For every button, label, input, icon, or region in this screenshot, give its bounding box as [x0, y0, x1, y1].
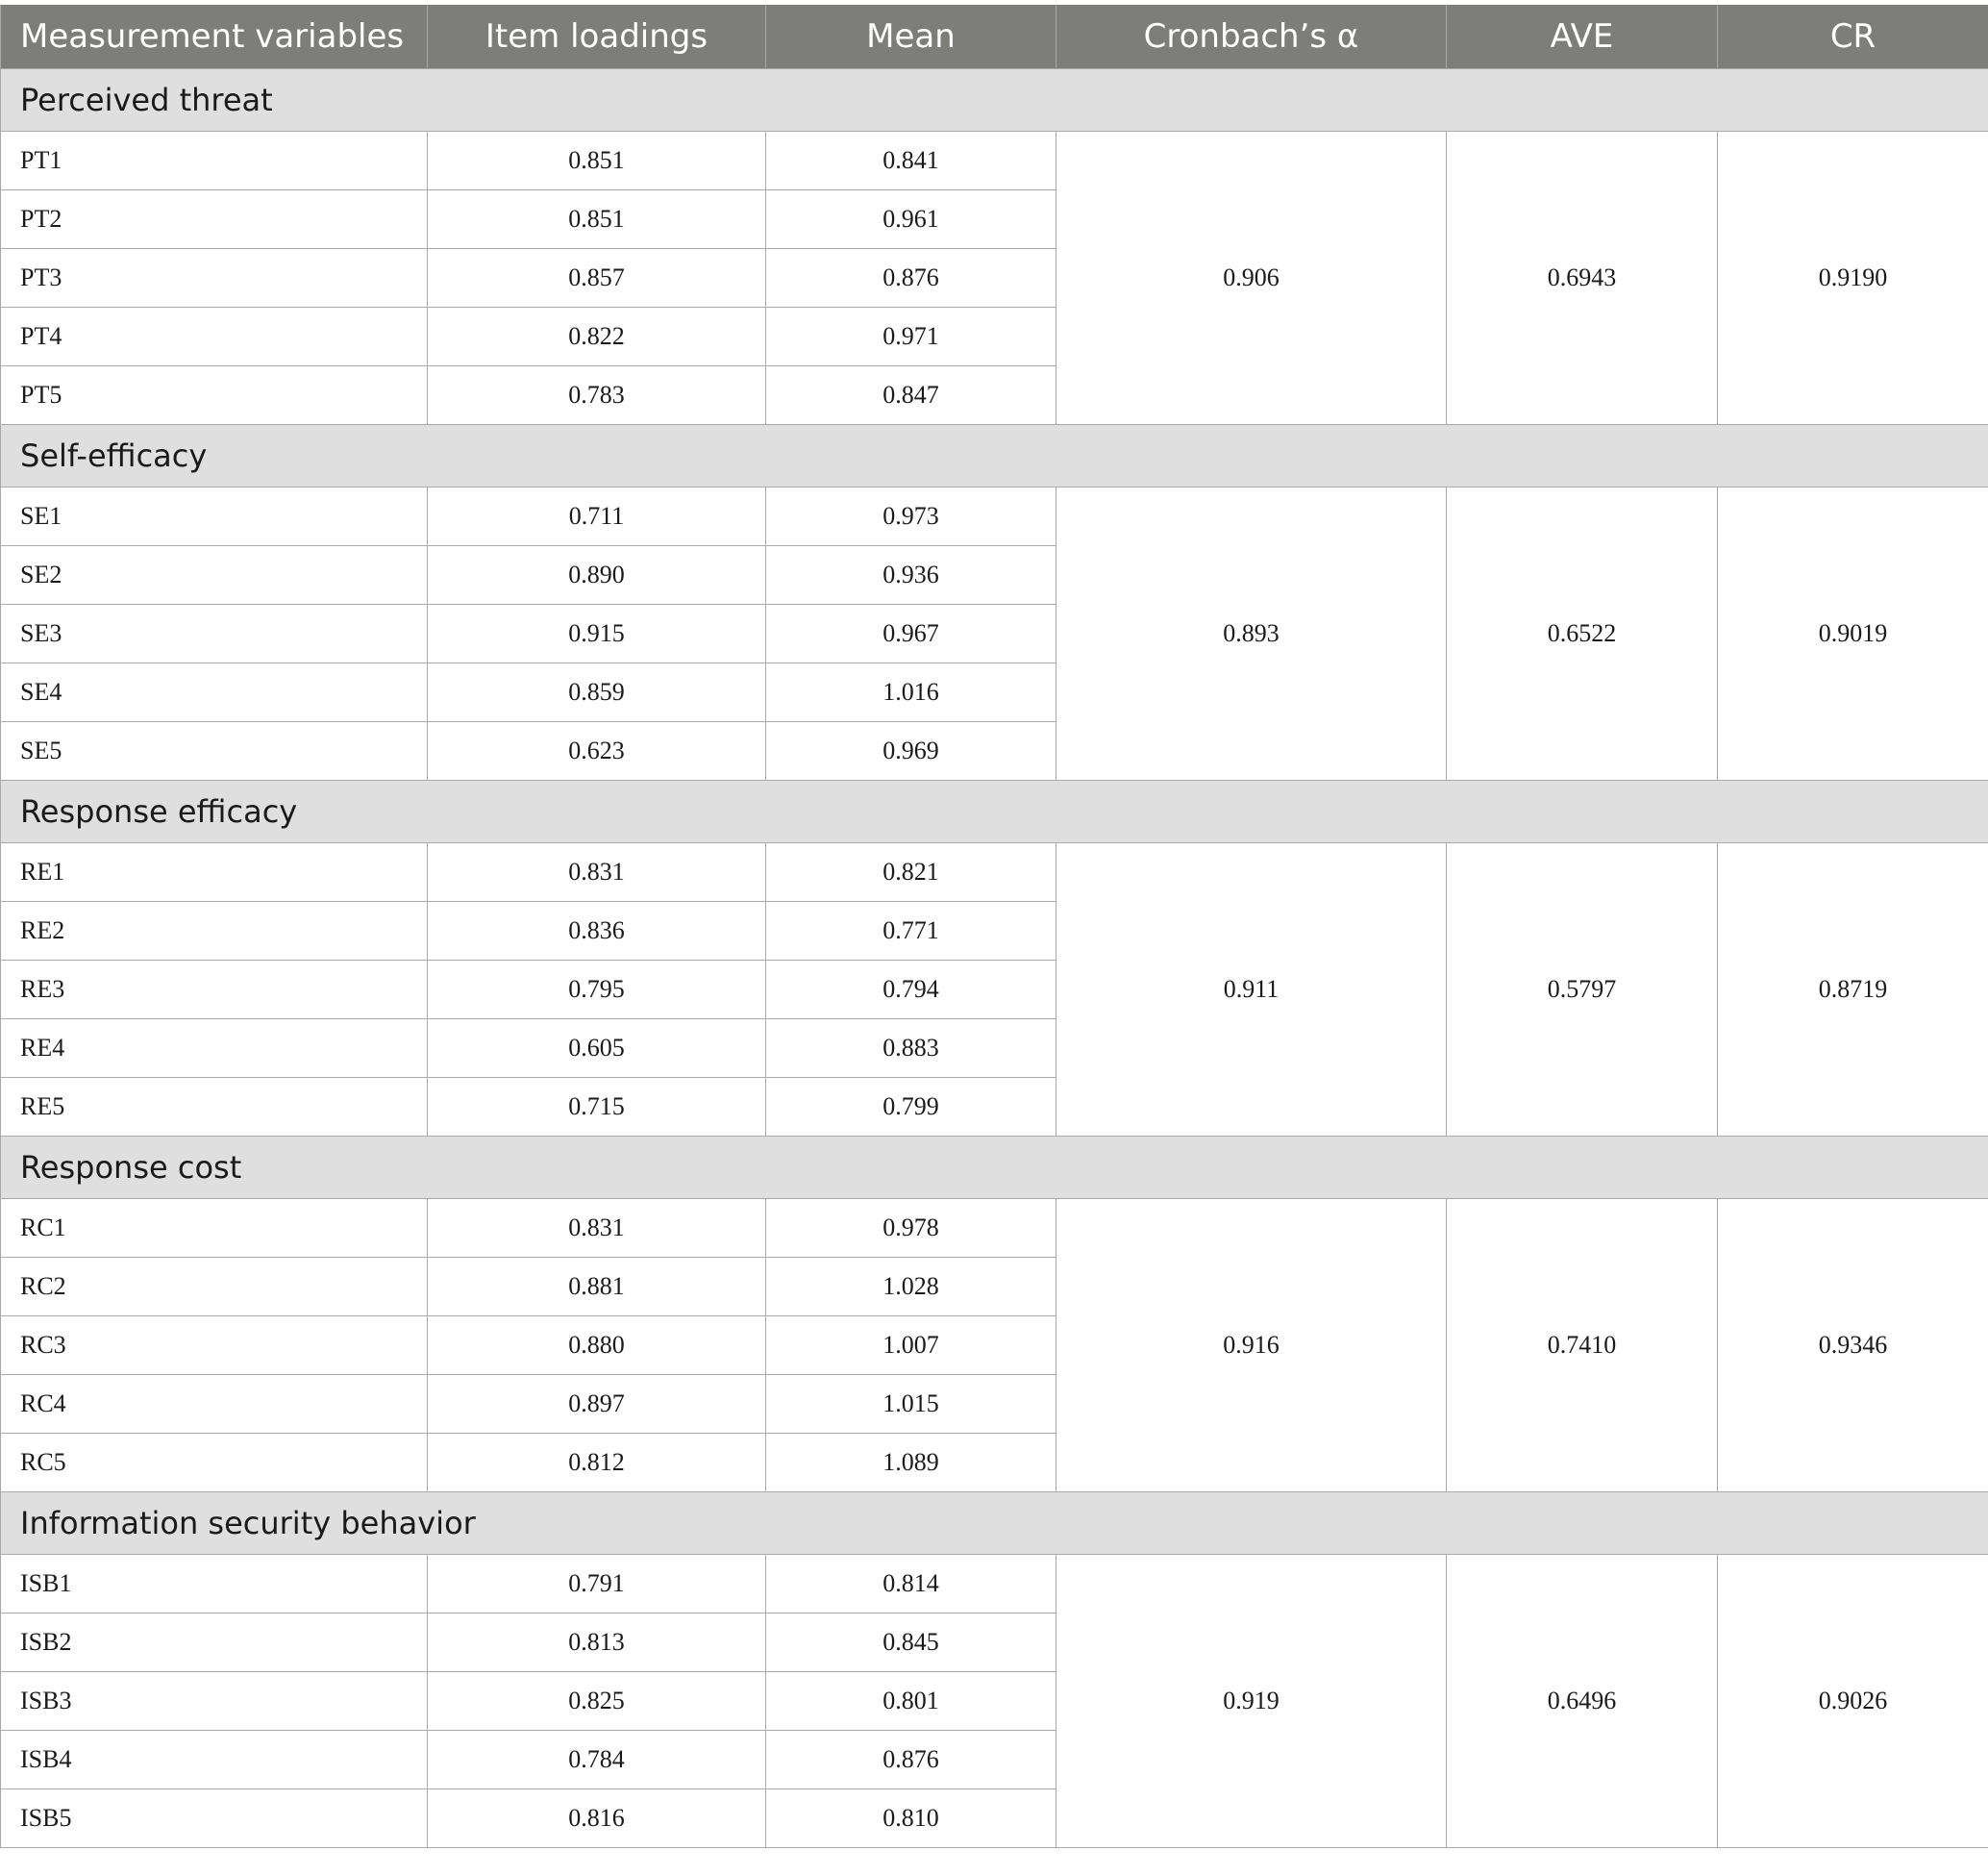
group-header-row — [1, 425, 1988, 488]
loading-cell: 0.897 — [428, 1375, 766, 1434]
variable-cell: RE2 — [1, 902, 428, 961]
cr-cell: 0.8719 — [1718, 843, 1988, 1137]
loading-cell: 0.623 — [428, 722, 766, 781]
variable-cell: SE2 — [1, 546, 428, 605]
mean-cell: 0.799 — [766, 1078, 1056, 1137]
cronbach-alpha-cell: 0.911 — [1056, 843, 1447, 1137]
group-title: Perceived threat — [1, 69, 1988, 132]
loading-cell: 0.715 — [428, 1078, 766, 1137]
loading-cell: 0.816 — [428, 1789, 766, 1848]
header-mean: Mean — [766, 5, 1056, 69]
mean-cell: 1.028 — [766, 1258, 1056, 1316]
cronbach-alpha-cell: 0.893 — [1056, 488, 1447, 781]
header-cronbach-alpha: Cronbach’s α — [1056, 5, 1447, 69]
loading-cell: 0.825 — [428, 1672, 766, 1731]
header-cr: CR — [1718, 5, 1988, 69]
mean-cell: 1.089 — [766, 1434, 1056, 1492]
variable-cell: SE3 — [1, 605, 428, 663]
loading-cell: 0.836 — [428, 902, 766, 961]
variable-cell: PT4 — [1, 308, 428, 366]
variable-cell: RC2 — [1, 1258, 428, 1316]
variable-cell: SE1 — [1, 488, 428, 546]
loading-cell: 0.831 — [428, 843, 766, 902]
group-header-row — [1, 1137, 1988, 1199]
group-title: Self-efficacy — [1, 425, 1988, 488]
loading-cell: 0.915 — [428, 605, 766, 663]
variable-cell: PT1 — [1, 132, 428, 190]
loading-cell: 0.851 — [428, 190, 766, 249]
cronbach-alpha-cell: 0.906 — [1056, 132, 1447, 425]
loading-cell: 0.795 — [428, 961, 766, 1019]
header-item-loadings: Item loadings — [428, 5, 766, 69]
ave-cell: 0.5797 — [1447, 843, 1718, 1137]
mean-cell: 0.876 — [766, 1731, 1056, 1789]
mean-cell: 0.847 — [766, 366, 1056, 425]
mean-cell: 0.841 — [766, 132, 1056, 190]
loading-cell: 0.711 — [428, 488, 766, 546]
cr-cell: 0.9346 — [1718, 1199, 1988, 1492]
loading-cell: 0.880 — [428, 1316, 766, 1375]
variable-cell: RC4 — [1, 1375, 428, 1434]
variable-cell: RC3 — [1, 1316, 428, 1375]
variable-cell: ISB4 — [1, 1731, 428, 1789]
header-row — [1, 5, 1988, 69]
header-measurement-variables: Measurement variables — [1, 5, 428, 69]
mean-cell: 0.961 — [766, 190, 1056, 249]
table-header — [1, 5, 1988, 69]
table-row — [1, 843, 1988, 902]
variable-cell: ISB5 — [1, 1789, 428, 1848]
cr-cell: 0.9019 — [1718, 488, 1988, 781]
cr-cell: 0.9190 — [1718, 132, 1988, 425]
variable-cell: ISB2 — [1, 1613, 428, 1672]
variable-cell: SE5 — [1, 722, 428, 781]
loading-cell: 0.813 — [428, 1613, 766, 1672]
variable-cell: RE1 — [1, 843, 428, 902]
loading-cell: 0.822 — [428, 308, 766, 366]
cronbach-alpha-cell: 0.916 — [1056, 1199, 1447, 1492]
loading-cell: 0.851 — [428, 132, 766, 190]
mean-cell: 0.794 — [766, 961, 1056, 1019]
table-row — [1, 488, 1988, 546]
reliability-table — [0, 5, 1988, 1848]
mean-cell: 0.771 — [766, 902, 1056, 961]
mean-cell: 0.967 — [766, 605, 1056, 663]
mean-cell: 0.936 — [766, 546, 1056, 605]
mean-cell: 0.973 — [766, 488, 1056, 546]
variable-cell: RC5 — [1, 1434, 428, 1492]
mean-cell: 0.971 — [766, 308, 1056, 366]
header-ave: AVE — [1447, 5, 1718, 69]
loading-cell: 0.890 — [428, 546, 766, 605]
loading-cell: 0.791 — [428, 1555, 766, 1613]
cronbach-alpha-cell: 0.919 — [1056, 1555, 1447, 1848]
mean-cell: 0.978 — [766, 1199, 1056, 1258]
variable-cell: PT2 — [1, 190, 428, 249]
group-title: Information security behavior — [1, 1492, 1988, 1555]
group-header-row — [1, 1492, 1988, 1555]
mean-cell: 0.969 — [766, 722, 1056, 781]
group-title: Response cost — [1, 1137, 1988, 1199]
variable-cell: PT5 — [1, 366, 428, 425]
loading-cell: 0.857 — [428, 249, 766, 308]
cr-cell: 0.9026 — [1718, 1555, 1988, 1848]
table-row — [1, 132, 1988, 190]
loading-cell: 0.784 — [428, 1731, 766, 1789]
variable-cell: ISB1 — [1, 1555, 428, 1613]
group-title: Response efficacy — [1, 781, 1988, 843]
mean-cell: 0.810 — [766, 1789, 1056, 1848]
loading-cell: 0.831 — [428, 1199, 766, 1258]
loading-cell: 0.859 — [428, 663, 766, 722]
mean-cell: 0.821 — [766, 843, 1056, 902]
mean-cell: 0.845 — [766, 1613, 1056, 1672]
mean-cell: 1.016 — [766, 663, 1056, 722]
loading-cell: 0.812 — [428, 1434, 766, 1492]
variable-cell: RE4 — [1, 1019, 428, 1078]
ave-cell: 0.7410 — [1447, 1199, 1718, 1492]
mean-cell: 0.814 — [766, 1555, 1056, 1613]
group-header-row — [1, 781, 1988, 843]
ave-cell: 0.6496 — [1447, 1555, 1718, 1848]
mean-cell: 0.801 — [766, 1672, 1056, 1731]
mean-cell: 0.876 — [766, 249, 1056, 308]
mean-cell: 0.883 — [766, 1019, 1056, 1078]
ave-cell: 0.6943 — [1447, 132, 1718, 425]
table-row — [1, 1555, 1988, 1613]
variable-cell: RE5 — [1, 1078, 428, 1137]
loading-cell: 0.605 — [428, 1019, 766, 1078]
ave-cell: 0.6522 — [1447, 488, 1718, 781]
table-row — [1, 1199, 1988, 1258]
variable-cell: PT3 — [1, 249, 428, 308]
loading-cell: 0.881 — [428, 1258, 766, 1316]
mean-cell: 1.015 — [766, 1375, 1056, 1434]
mean-cell: 1.007 — [766, 1316, 1056, 1375]
group-header-row — [1, 69, 1988, 132]
variable-cell: ISB3 — [1, 1672, 428, 1731]
variable-cell: SE4 — [1, 663, 428, 722]
variable-cell: RC1 — [1, 1199, 428, 1258]
loading-cell: 0.783 — [428, 366, 766, 425]
variable-cell: RE3 — [1, 961, 428, 1019]
table-body — [1, 69, 1988, 1848]
